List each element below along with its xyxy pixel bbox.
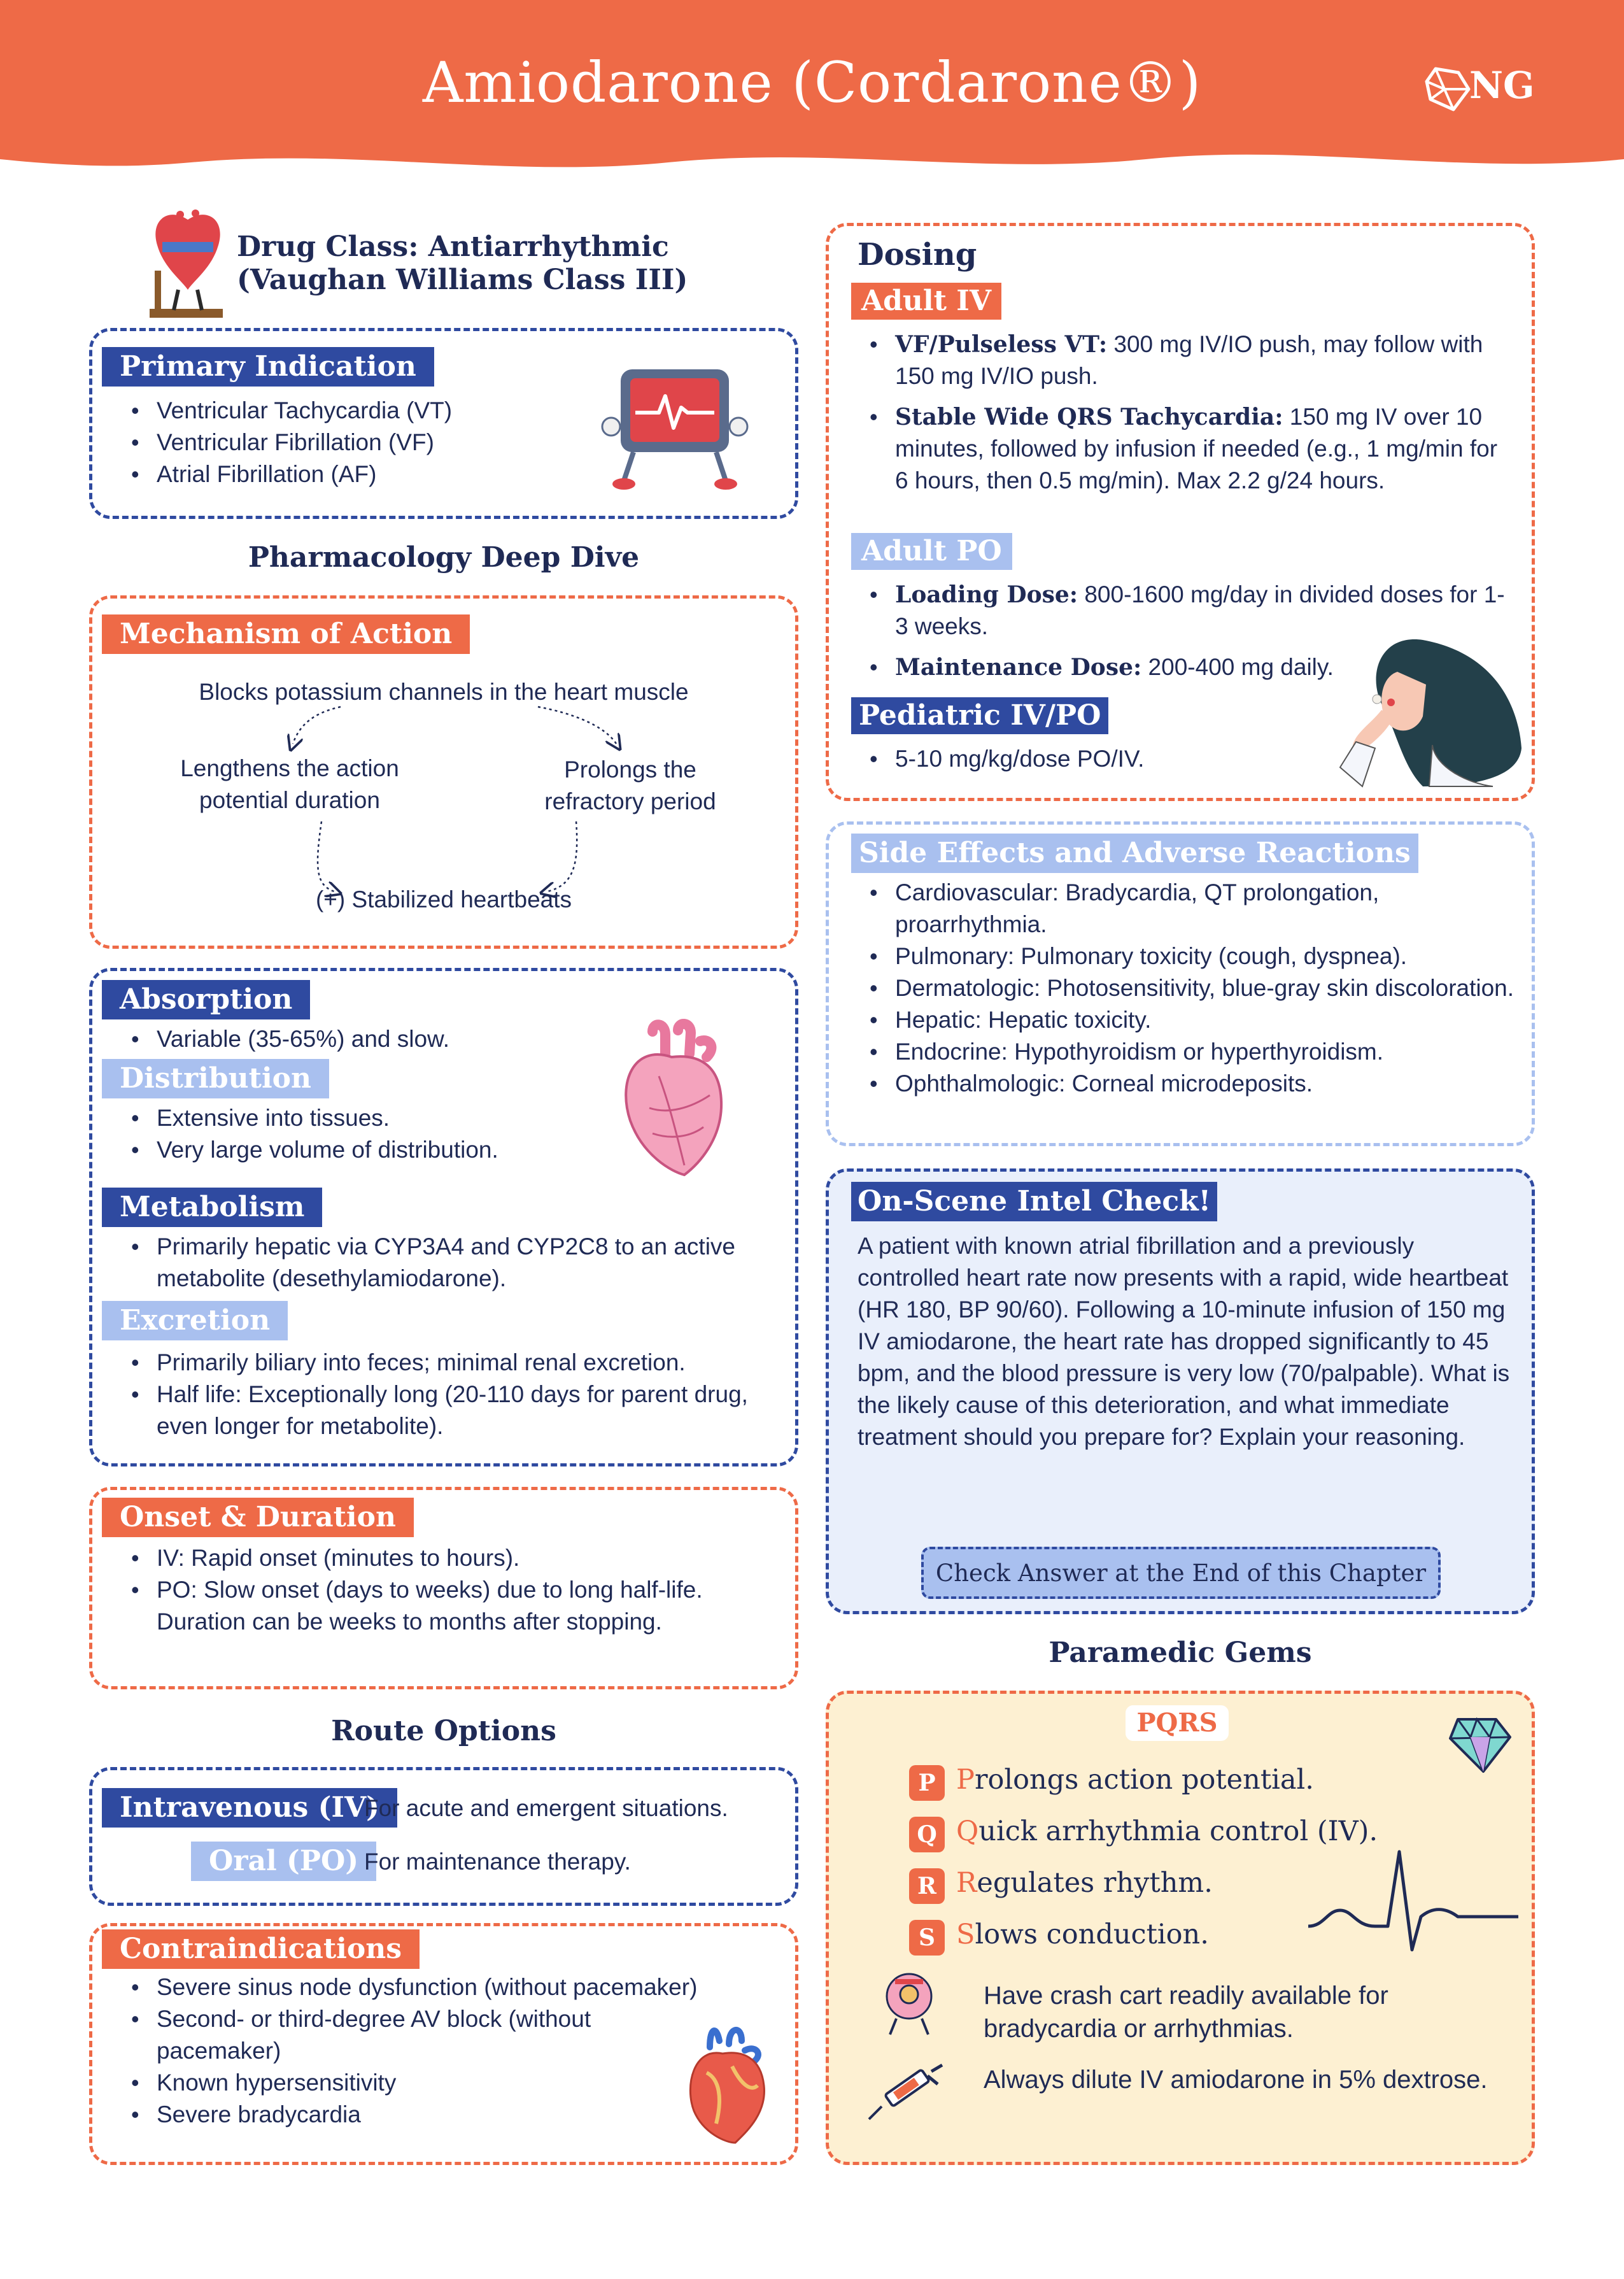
pharmacology-heading: Pharmacology Deep Dive — [248, 541, 640, 574]
mechanism-right-line2: refractory period — [544, 788, 716, 814]
pqrs-letter-q: Q — [909, 1817, 945, 1852]
ecg-monitor-icon — [598, 357, 751, 497]
list-item: • Pulmonary: Pulmonary toxicity (cough, dyspnea). — [866, 941, 1522, 972]
adult-po-label: Adult PO — [851, 533, 1012, 570]
header-banner — [0, 0, 1624, 191]
route-iv-label: Intravenous (IV) — [102, 1788, 397, 1828]
side-effects-list — [866, 877, 1522, 1100]
list-item: • Stable Wide QRS Tachycardia: 150 mg IV over 10 minutes, followed by infusion if needed (e.g., 1 mg/min for 6 hours, then 0.5 mg/min). Max 2.2 g/24 hours. — [866, 401, 1509, 497]
mechanism-top-text: Blocks potassium channels in the heart muscle — [199, 679, 689, 705]
mechanism-left-line2: potential duration — [199, 787, 380, 813]
route-iv-text: For acute and emergent situations. — [364, 1795, 728, 1821]
dosing-heading: Dosing — [858, 237, 977, 273]
list-item: • 5-10 mg/kg/dose PO/IV. — [866, 743, 1311, 775]
list-item: • Extensive into tissues. — [127, 1102, 764, 1134]
pqrs-letter-r: R — [909, 1868, 945, 1904]
list-item: • Ophthalmologic: Corneal microdeposits. — [866, 1068, 1522, 1100]
contraindications-label: Contraindications — [102, 1929, 420, 1969]
mechanism-label: Mechanism of Action — [102, 614, 470, 654]
list-item: • Endocrine: Hypothyroidism or hyperthyroidism. — [866, 1036, 1522, 1068]
adult-iv-list — [866, 329, 1509, 497]
list-item: • PO: Slow onset (days to weeks) due to long half-life. Duration can be weeks to months after stopping. — [127, 1574, 738, 1638]
side-effects-label: Side Effects and Adverse Reactions — [851, 834, 1418, 873]
route-heading: Route Options — [331, 1715, 556, 1747]
list-item: • Maintenance Dose: 200-400 mg daily. — [866, 651, 1509, 683]
list-item: • Variable (35-65%) and slow. — [127, 1023, 764, 1055]
gem-tip-dilute: Always dilute IV amiodarone in 5% dextrose. — [984, 2066, 1488, 2094]
drug-class — [237, 231, 688, 297]
pqrs-letter-s: S — [909, 1920, 945, 1956]
list-item: • IV: Rapid onset (minutes to hours). — [127, 1542, 738, 1574]
logo-text: NG — [1469, 64, 1535, 107]
primary-indication-label: Primary Indication — [102, 347, 434, 387]
woman-taking-pill-icon — [1327, 627, 1531, 796]
metabolism-list — [127, 1231, 770, 1295]
route-po-text: For maintenance therapy. — [364, 1849, 631, 1875]
pqrs-line-p: Prolongs action potential. — [956, 1764, 1314, 1796]
list-item: • Primarily hepatic via CYP3A4 and CYP2C8 to an active metabolite (desethylamiodarone). — [127, 1231, 770, 1295]
syringe-icon — [856, 2062, 952, 2126]
pqrs-letter-p: P — [909, 1765, 945, 1801]
gem-tip-crash-cart: Have crash cart readily available for bradycardia or arrhythmias. — [984, 1982, 1388, 2043]
list-item: • Very large volume of distribution. — [127, 1134, 764, 1166]
list-item: • Hepatic: Hepatic toxicity. — [866, 1004, 1522, 1036]
list-item: • Ventricular Fibrillation (VF) — [127, 427, 598, 458]
mechanism-right-line1: Prolongs the — [564, 756, 696, 783]
list-item: • Dermatologic: Photosensitivity, blue-gray skin discoloration. — [866, 972, 1522, 1004]
pqrs-badge: PQRS — [1126, 1705, 1229, 1741]
excretion-list — [127, 1347, 777, 1442]
anatomical-heart-icon — [614, 1019, 729, 1178]
distribution-label: Distribution — [102, 1059, 329, 1098]
pqrs-line-r: Regulates rhythm. — [956, 1867, 1213, 1899]
running-heart-icon — [143, 207, 232, 331]
list-item: • Ventricular Tachycardia (VT) — [127, 395, 598, 427]
onset-label: Onset & Duration — [102, 1498, 414, 1537]
mechanism-bottom-text: (+) Stabilized heartbeats — [315, 886, 572, 912]
pqrs-line-s: Slows conduction. — [956, 1919, 1209, 1950]
gem-logo-icon — [1423, 64, 1474, 115]
excretion-label: Excretion — [102, 1301, 288, 1340]
mechanism-left-line1: Lengthens the action — [180, 755, 399, 781]
list-item: • Loading Dose: 800-1600 mg/day in divided doses for 1-3 weeks. — [866, 579, 1509, 643]
drug-class-line2: (Vaughan Williams Class III) — [237, 264, 688, 296]
paramedic-gems-heading: Paramedic Gems — [1049, 1636, 1312, 1669]
metabolism-label: Metabolism — [102, 1188, 322, 1227]
list-item: • Primarily biliary into feces; minimal renal excretion. — [127, 1347, 777, 1379]
pediatric-label: Pediatric IV/PO — [851, 697, 1108, 734]
page-title: Amiodarone (Cordarone®) — [422, 50, 1202, 115]
drug-class-line1: Drug Class: Antiarrhythmic — [237, 231, 669, 263]
list-item: • Severe bradycardia — [127, 2099, 789, 2131]
primary-indication-list — [127, 395, 598, 490]
ecg-trace-icon — [1305, 1847, 1522, 1955]
list-item: • Half life: Exceptionally long (20-110 days for parent drug, even longer for metabolite). — [127, 1379, 777, 1442]
list-item: • Known hypersensitivity — [127, 2067, 789, 2099]
pediatric-list — [866, 743, 1311, 775]
absorption-label: Absorption — [102, 980, 310, 1019]
intel-check-label: On-Scene Intel Check! — [851, 1182, 1217, 1221]
route-po-label: Oral (PO) — [191, 1842, 376, 1881]
list-item: • Severe sinus node dysfunction (without pacemaker) — [127, 1971, 789, 2003]
intel-check-text: A patient with known atrial fibrillation and a previously controlled heart rate now presents with a rapid, wide heartbeat (HR 180, BP 90/60). Following a 10-minute infusion of 150 mg IV amiodarone, the heart rate has dropped significantly to 45 bpm, and the blood pressure is very low (70/palpable). What is the likely cause of this deterioration, and what immediate treatment should you prepare for? Explain your reasoning. — [858, 1233, 1510, 1450]
heart-anatomy-icon — [681, 2022, 770, 2146]
mechanism-arrows — [89, 700, 798, 911]
list-item: • VF/Pulseless VT: 300 mg IV/IO push, may follow with 150 mg IV/IO push. — [866, 329, 1509, 392]
check-answer-button[interactable]: Check Answer at the End of this Chapter — [921, 1547, 1441, 1599]
adult-iv-label: Adult IV — [851, 283, 1001, 320]
list-item: • Cardiovascular: Bradycardia, QT prolongation, proarrhythmia. — [866, 877, 1522, 941]
crash-cart-icon — [877, 1968, 941, 2038]
list-item: • Atrial Fibrillation (AF) — [127, 458, 598, 490]
onset-list — [127, 1542, 738, 1638]
diamond-gem-icon — [1445, 1713, 1515, 1777]
list-item: • Second- or third-degree AV block (without pacemaker) — [127, 2003, 688, 2067]
pqrs-line-q: Quick arrhythmia control (IV). — [956, 1815, 1378, 1847]
